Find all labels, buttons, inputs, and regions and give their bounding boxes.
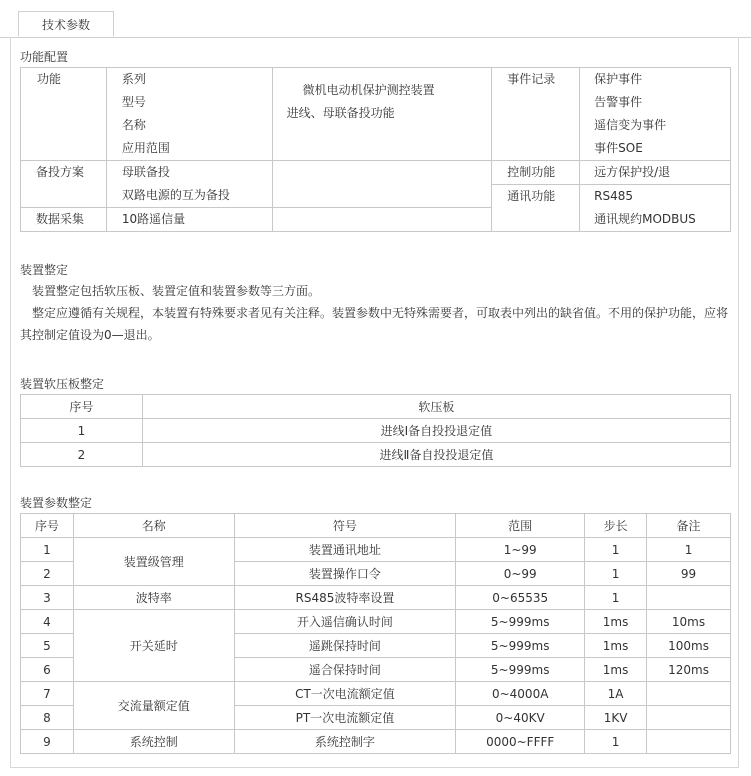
column-header: 序号 xyxy=(21,514,74,538)
row-number: 3 xyxy=(21,586,74,610)
section-title-device-setting: 装置整定 xyxy=(20,263,69,277)
table-row xyxy=(21,586,731,610)
backup-items-cell xyxy=(106,161,272,208)
symbol-cell: 系统控制字 xyxy=(234,730,456,754)
row-number: 8 xyxy=(21,706,74,730)
step-cell: 1KV xyxy=(585,706,647,730)
param-setting-table xyxy=(20,513,731,754)
data-acq-value-cell: 10路遥信量 xyxy=(106,208,272,232)
group-name: 系统控制 xyxy=(73,730,234,754)
label-control-function: 控制功能 xyxy=(492,161,580,185)
note-cell xyxy=(647,682,731,706)
event-items-cell xyxy=(580,68,731,161)
list-item: 型号 xyxy=(121,95,146,109)
step-cell: 1ms xyxy=(585,634,647,658)
symbol-cell: 开入遥信确认时间 xyxy=(234,610,456,634)
range-cell: 5~999ms xyxy=(456,658,585,682)
empty-cell xyxy=(272,161,492,208)
range-cell: 5~999ms xyxy=(456,634,585,658)
step-cell: 1A xyxy=(585,682,647,706)
symbol-cell: 遥合保持时间 xyxy=(234,658,456,682)
label-event-record: 事件记录 xyxy=(492,68,580,161)
table-header-row xyxy=(21,514,731,538)
table-row xyxy=(21,538,731,562)
section-title-soft-plate: 装置软压板整定 xyxy=(20,377,105,391)
column-header: 名称 xyxy=(73,514,234,538)
column-header: 步长 xyxy=(585,514,647,538)
row-number: 9 xyxy=(21,730,74,754)
list-item: 系列 xyxy=(121,72,146,86)
table-row xyxy=(21,419,731,443)
device-setting-paragraph-2: 整定应遵循有关规程，本装置有特殊要求者见有关注释。装置参数中无特殊需要者，可取表中列出的缺省值。不用的保护功能，应将其控制定值设为0—退出。 xyxy=(20,306,729,342)
row-number: 2 xyxy=(21,562,74,586)
tab-technical-params[interactable]: 技术参数 xyxy=(18,11,114,37)
row-number: 7 xyxy=(21,682,74,706)
device-setting-paragraph-1: 装置整定包括软压板、装置定值和装置参数等三方面。 xyxy=(32,284,321,298)
symbol-cell: 装置通讯地址 xyxy=(234,538,456,562)
column-header: 备注 xyxy=(647,514,731,538)
group-name: 装置级管理 xyxy=(73,538,234,586)
soft-plate-name: 进线Ⅱ备自投投退定值 xyxy=(142,443,730,467)
list-item: 双路电源的互为备投 xyxy=(121,188,230,202)
step-cell: 1 xyxy=(585,562,647,586)
table-row xyxy=(21,730,731,754)
range-cell: 0~4000A xyxy=(456,682,585,706)
note-cell xyxy=(647,706,731,730)
row-number: 5 xyxy=(21,634,74,658)
list-item: 应用范围 xyxy=(121,141,170,155)
step-cell: 1 xyxy=(585,538,647,562)
empty-cell xyxy=(272,208,492,232)
control-value-cell: 远方保护投/退 xyxy=(580,161,731,185)
list-item: 名称 xyxy=(121,118,146,132)
soft-plate-table xyxy=(20,394,731,467)
row-number: 2 xyxy=(21,443,143,467)
list-item: 事件SOE xyxy=(594,141,643,155)
note-cell: 100ms xyxy=(647,634,731,658)
label-backup-scheme: 备投方案 xyxy=(21,161,107,208)
functional-config-table xyxy=(20,67,731,232)
column-header: 序号 xyxy=(21,395,143,419)
symbol-cell: CT一次电流额定值 xyxy=(234,682,456,706)
row-number: 4 xyxy=(21,610,74,634)
column-header: 范围 xyxy=(456,514,585,538)
step-cell: 1ms xyxy=(585,610,647,634)
row-number: 6 xyxy=(21,658,74,682)
note-cell xyxy=(647,730,731,754)
range-cell: 0~40KV xyxy=(456,706,585,730)
table-row xyxy=(21,682,731,706)
note-cell: 10ms xyxy=(647,610,731,634)
range-cell: 1~99 xyxy=(456,538,585,562)
section-title-param-setting: 装置参数整定 xyxy=(20,496,93,510)
range-cell: 0~99 xyxy=(456,562,585,586)
step-cell: 1 xyxy=(585,586,647,610)
comm-items-cell xyxy=(580,185,731,232)
step-cell: 1ms xyxy=(585,658,647,682)
range-cell: 0~65535 xyxy=(456,586,585,610)
product-cell xyxy=(272,68,492,161)
table-header-row xyxy=(21,395,731,419)
list-item: 遥信变为事件 xyxy=(594,118,667,132)
symbol-cell: RS485波特率设置 xyxy=(234,586,456,610)
product-line-2: 进线、母联备投功能 xyxy=(286,106,395,120)
note-cell: 1 xyxy=(647,538,731,562)
list-item: 通讯规约MODBUS xyxy=(594,212,696,226)
range-cell: 5~999ms xyxy=(456,610,585,634)
label-data-acq: 数据采集 xyxy=(21,208,107,232)
label-comm-function: 通讯功能 xyxy=(492,185,580,232)
section-title-functional-config: 功能配置 xyxy=(20,50,69,64)
symbol-cell: 装置操作口令 xyxy=(234,562,456,586)
list-item: 告警事件 xyxy=(594,95,643,109)
row-number: 1 xyxy=(21,419,143,443)
symbol-cell: PT一次电流额定值 xyxy=(234,706,456,730)
step-cell: 1 xyxy=(585,730,647,754)
soft-plate-name: 进线Ⅰ备自投投退定值 xyxy=(142,419,730,443)
note-cell xyxy=(647,586,731,610)
column-header: 软压板 xyxy=(142,395,730,419)
group-name: 波特率 xyxy=(73,586,234,610)
note-cell: 120ms xyxy=(647,658,731,682)
table-row xyxy=(21,443,731,467)
range-cell: 0000~FFFF xyxy=(456,730,585,754)
function-items-cell xyxy=(106,68,272,161)
group-name: 交流量额定值 xyxy=(73,682,234,730)
product-line-1: 微机电动机保护测控装置 xyxy=(302,83,435,97)
list-item: 母联备投 xyxy=(121,165,170,179)
symbol-cell: 遥跳保持时间 xyxy=(234,634,456,658)
note-cell: 99 xyxy=(647,562,731,586)
table-row xyxy=(21,610,731,634)
group-name: 开关延时 xyxy=(73,610,234,682)
list-item: RS485 xyxy=(594,189,633,203)
label-function: 功能 xyxy=(21,68,107,161)
tab-bar xyxy=(0,0,751,38)
column-header: 符号 xyxy=(234,514,456,538)
row-number: 1 xyxy=(21,538,74,562)
list-item: 保护事件 xyxy=(594,72,643,86)
